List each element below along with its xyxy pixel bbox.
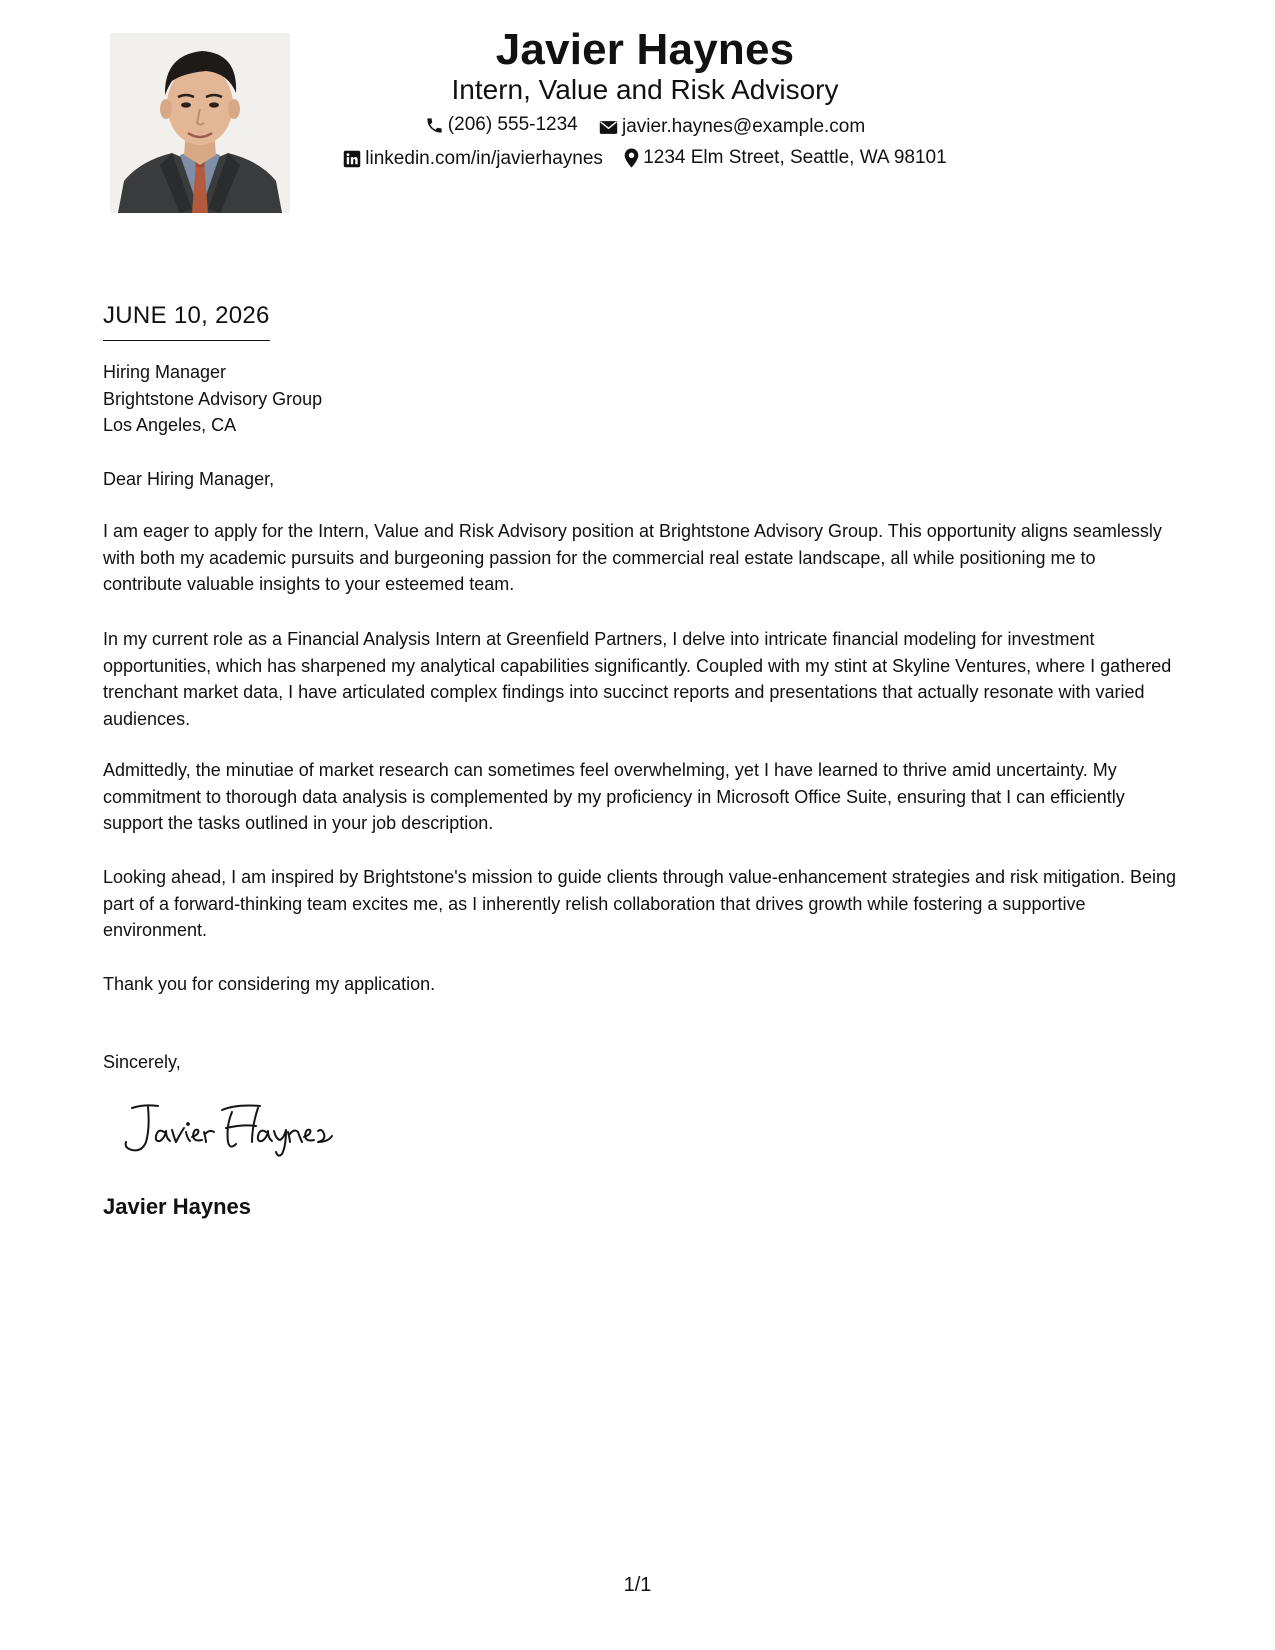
contact-address <box>624 145 946 171</box>
signature-image <box>118 1098 358 1158</box>
phone-icon <box>425 116 444 135</box>
salutation: Dear Hiring Manager, <box>103 469 275 489</box>
email-text: javier.haynes@example.com <box>622 116 866 137</box>
letter-date: JUNE 10, 2026 <box>103 300 270 341</box>
body-paragraph: Looking ahead, I am inspired by Brightstone's mission to guide clients through value-enhancement strategies and risk mitigation. Being part of a forward-thinking team excites me, as I inherently relish collaboration that drives growth while fostering a supportive environment. <box>103 867 1177 940</box>
recipient-line: Hiring Manager <box>103 362 227 382</box>
contact-line-secondary <box>0 145 1275 176</box>
recipient-line: Los Angeles, CA <box>103 415 237 435</box>
body-paragraph: In my current role as a Financial Analysis Intern at Greenfield Partners, I delve into intricate financial modeling for investment opportunities, which has sharpened my analytical capabilities significantly. Coupled with my stint at Skyline Ventures, where I gathered trenchant market data, I have articulated complex findings into succinct reports and presentations that actually resonate with varied audiences. <box>103 629 1172 729</box>
page-number: 1/1 <box>623 1574 652 1596</box>
linkedin-text: linkedin.com/in/javierhaynes <box>365 148 603 169</box>
recipient-line: Brightstone Advisory Group <box>103 388 323 409</box>
handwritten-signature <box>118 1098 358 1158</box>
closing: Sincerely, <box>103 1052 181 1072</box>
phone-text: (206) 555-1234 <box>447 114 578 135</box>
contact-line-primary <box>0 112 1275 143</box>
address-text: 1234 Elm Street, Seattle, WA 98101 <box>643 147 947 168</box>
linkedin-icon <box>343 150 361 168</box>
recipient-block <box>103 359 1178 439</box>
body-paragraph: Admittedly, the minutiae of market research can sometimes feel overwhelming, yet I have learned to thrive amid uncertainty. My commitment to thorough data analysis is complemented by my proficiency in Microsoft Office Suite, ensuring that I can efficiently support the tasks outlined in your job description. <box>103 760 1125 833</box>
body-paragraph: I am eager to apply for the Intern, Value and Risk Advisory position at Brightstone Advisory Group. This opportunity aligns seamlessly with both my academic pursuits and burgeoning passion for the commercial real estate landscape, all while positioning me to contribute valuable insights to your esteemed team. <box>103 521 1162 594</box>
thank-you-line: Thank you for considering my application. <box>103 974 436 994</box>
applicant-role: Intern, Value and Risk Advisory <box>451 74 839 105</box>
signed-name: Javier Haynes <box>103 1194 251 1219</box>
contact-linkedin[interactable] <box>343 146 603 172</box>
envelope-icon <box>599 120 618 135</box>
contact-email[interactable] <box>599 114 865 140</box>
applicant-name: Javier Haynes <box>495 25 795 74</box>
contact-phone[interactable] <box>425 112 578 138</box>
map-marker-icon <box>624 148 639 168</box>
